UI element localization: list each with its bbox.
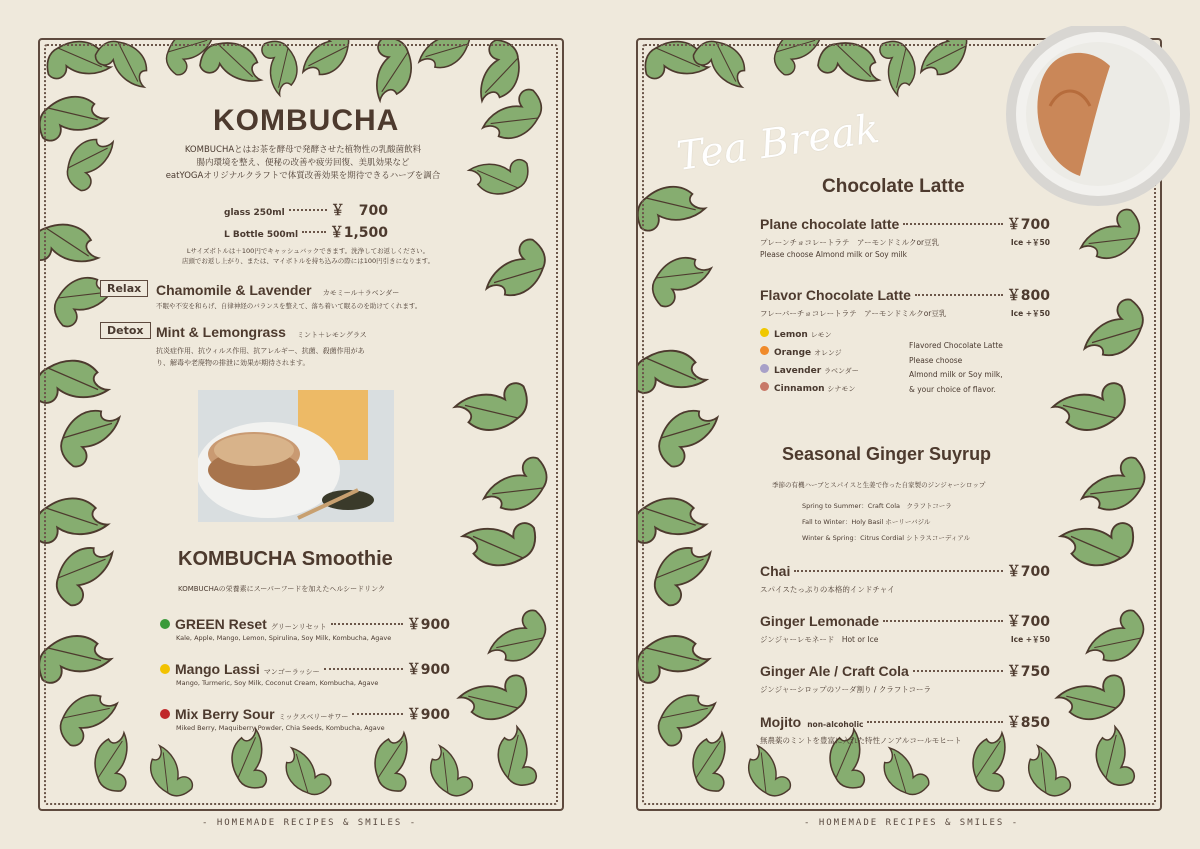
drink-item: Ginger Lemonade ￥700 ジンジャーレモネード Hot or Ice Ice +￥50 — [760, 613, 1050, 644]
cinnamon-dot-icon — [760, 382, 769, 391]
yellow-dot-icon — [160, 664, 170, 674]
lavender-dot-icon — [760, 364, 769, 373]
flavor-name: Mint & Lemongrass — [156, 324, 286, 340]
right-footer: - HOMEMADE RECIPES & SMILES - — [804, 818, 1020, 828]
smoothie-item: Mango Lassi マンゴーラッシー ￥900 Mango, Turmeric, Soy Milk, Coconut Cream, Kombucha, Agave — [160, 659, 450, 687]
drink-item: Chai ￥700 スパイスたっぷりの本格的インドチャイ — [760, 563, 1050, 594]
flavor-note: Flavored Chocolate Latte Please choose Almond milk or Soy milk, & your choice of flavor. — [909, 341, 1003, 394]
size-row-glass: glass 250ml ￥ 700 — [224, 203, 388, 219]
lemon-dot-icon — [760, 328, 769, 337]
smoothie-item: Mix Berry Sour ミックスベリーサワー ￥900 Miked Berry, Maquiberry Powder, Chia Seeds, Kombucha, Agave — [160, 704, 450, 732]
ginger-seasons: Spring to Summer：Craft Cola クラフトコーラ Fall to Winter：Holy Basil ホーリーバジル Winter & Spring：Citrus Cordial シトラスコーディアル — [802, 502, 971, 542]
flavor-option: Lemon レモン — [760, 326, 859, 344]
latte-cup-photo — [1000, 26, 1194, 206]
size-row-bottle: L Bottle 500ml ￥1,500 — [224, 225, 388, 241]
detox-tag: Detox — [100, 322, 151, 339]
flavor-chamomile: Chamomile & Lavender カモミール＋ラベンダー 不眠や不安を和らげ、自律神経のバランスを整えて、落ち着いて眠るのを助けてくれます。 — [156, 282, 422, 310]
tea-break-script: Tea Break — [673, 106, 883, 180]
flavor-mint: Mint & Lemongrass ミント＋レモングラス 抗炎症作用、抗ウィルス作用、抗アレルギー、抗菌、殺菌作用があり、解毒や老廃物の排泄に効果が期待されます。 — [156, 324, 367, 367]
red-dot-icon — [160, 709, 170, 719]
ginger-intro: 季節の有機ハーブとスパイスと生姜で作った自家製のジンジャーシロップ — [772, 481, 986, 489]
ginger-title: Seasonal Ginger Suyrup — [782, 444, 992, 464]
left-footer: - HOMEMADE RECIPES & SMILES - — [202, 818, 418, 828]
left-page — [38, 38, 564, 811]
drink-item: Ginger Ale / Craft Cola ￥750 ジンジャーシロップのソーダ割り / クラフトコーラ — [760, 663, 1050, 694]
drink-item: Mojito non-alcoholic ￥850 無農薬のミントを豊富に入れた特性ノンアルコールモヒート — [760, 714, 1050, 745]
smoothie-item: GREEN Reset グリーンリセット ￥900 Kale, Apple, Mango, Lemon, Spirulina, Soy Milk, Kombucha, Agave — [160, 614, 450, 642]
size-note: Lサイズボトルは＋100円でキャッシュバックできます。洗浄してお返しください。 店頭でお返し上がり、または、マイボトルを持ち込みの際には100円引きになります。 — [181, 247, 435, 265]
smoothie-intro: KOMBUCHAの栄養素にスーパーフードを加えたヘルシードリンク — [178, 585, 386, 593]
orange-dot-icon — [760, 346, 769, 355]
kombucha-photo — [198, 390, 394, 522]
relax-tag: Relax — [100, 280, 148, 297]
flavor-option: Cinnamon シナモン — [760, 380, 859, 398]
green-dot-icon — [160, 619, 170, 629]
chocolate-latte-title: Chocolate Latte — [822, 176, 965, 197]
flavor-name: Chamomile & Lavender — [156, 282, 312, 298]
flavor-options — [760, 326, 859, 398]
flavor-option: Lavender ラベンダー — [760, 362, 859, 380]
plane-latte-item: Plane chocolate latte ￥700 プレーンチョコレートラテ アーモンドミルクor豆乳 Ice +￥50 Please choose Almond milk or Soy milk — [760, 216, 1050, 259]
flavor-latte-item: Flavor Chocolate Latte ￥800 フレーバーチョコレートラテ アーモンドミルクor豆乳 Ice +￥50 — [760, 287, 1050, 318]
kombucha-intro: KOMBUCHAとはお茶を酵母で発酵させた植物性の乳酸菌飲料 腸内環境を整え、便秘の改善や疲労回復、美肌効果など eatYOGAオリジナルクラフトで体質改善効果を期待できるハーブを調合 — [165, 145, 441, 181]
flavor-option: Orange オレンジ — [760, 344, 859, 362]
smoothie-title: KOMBUCHA Smoothie — [178, 548, 393, 570]
kombucha-title: KOMBUCHA — [213, 104, 400, 137]
